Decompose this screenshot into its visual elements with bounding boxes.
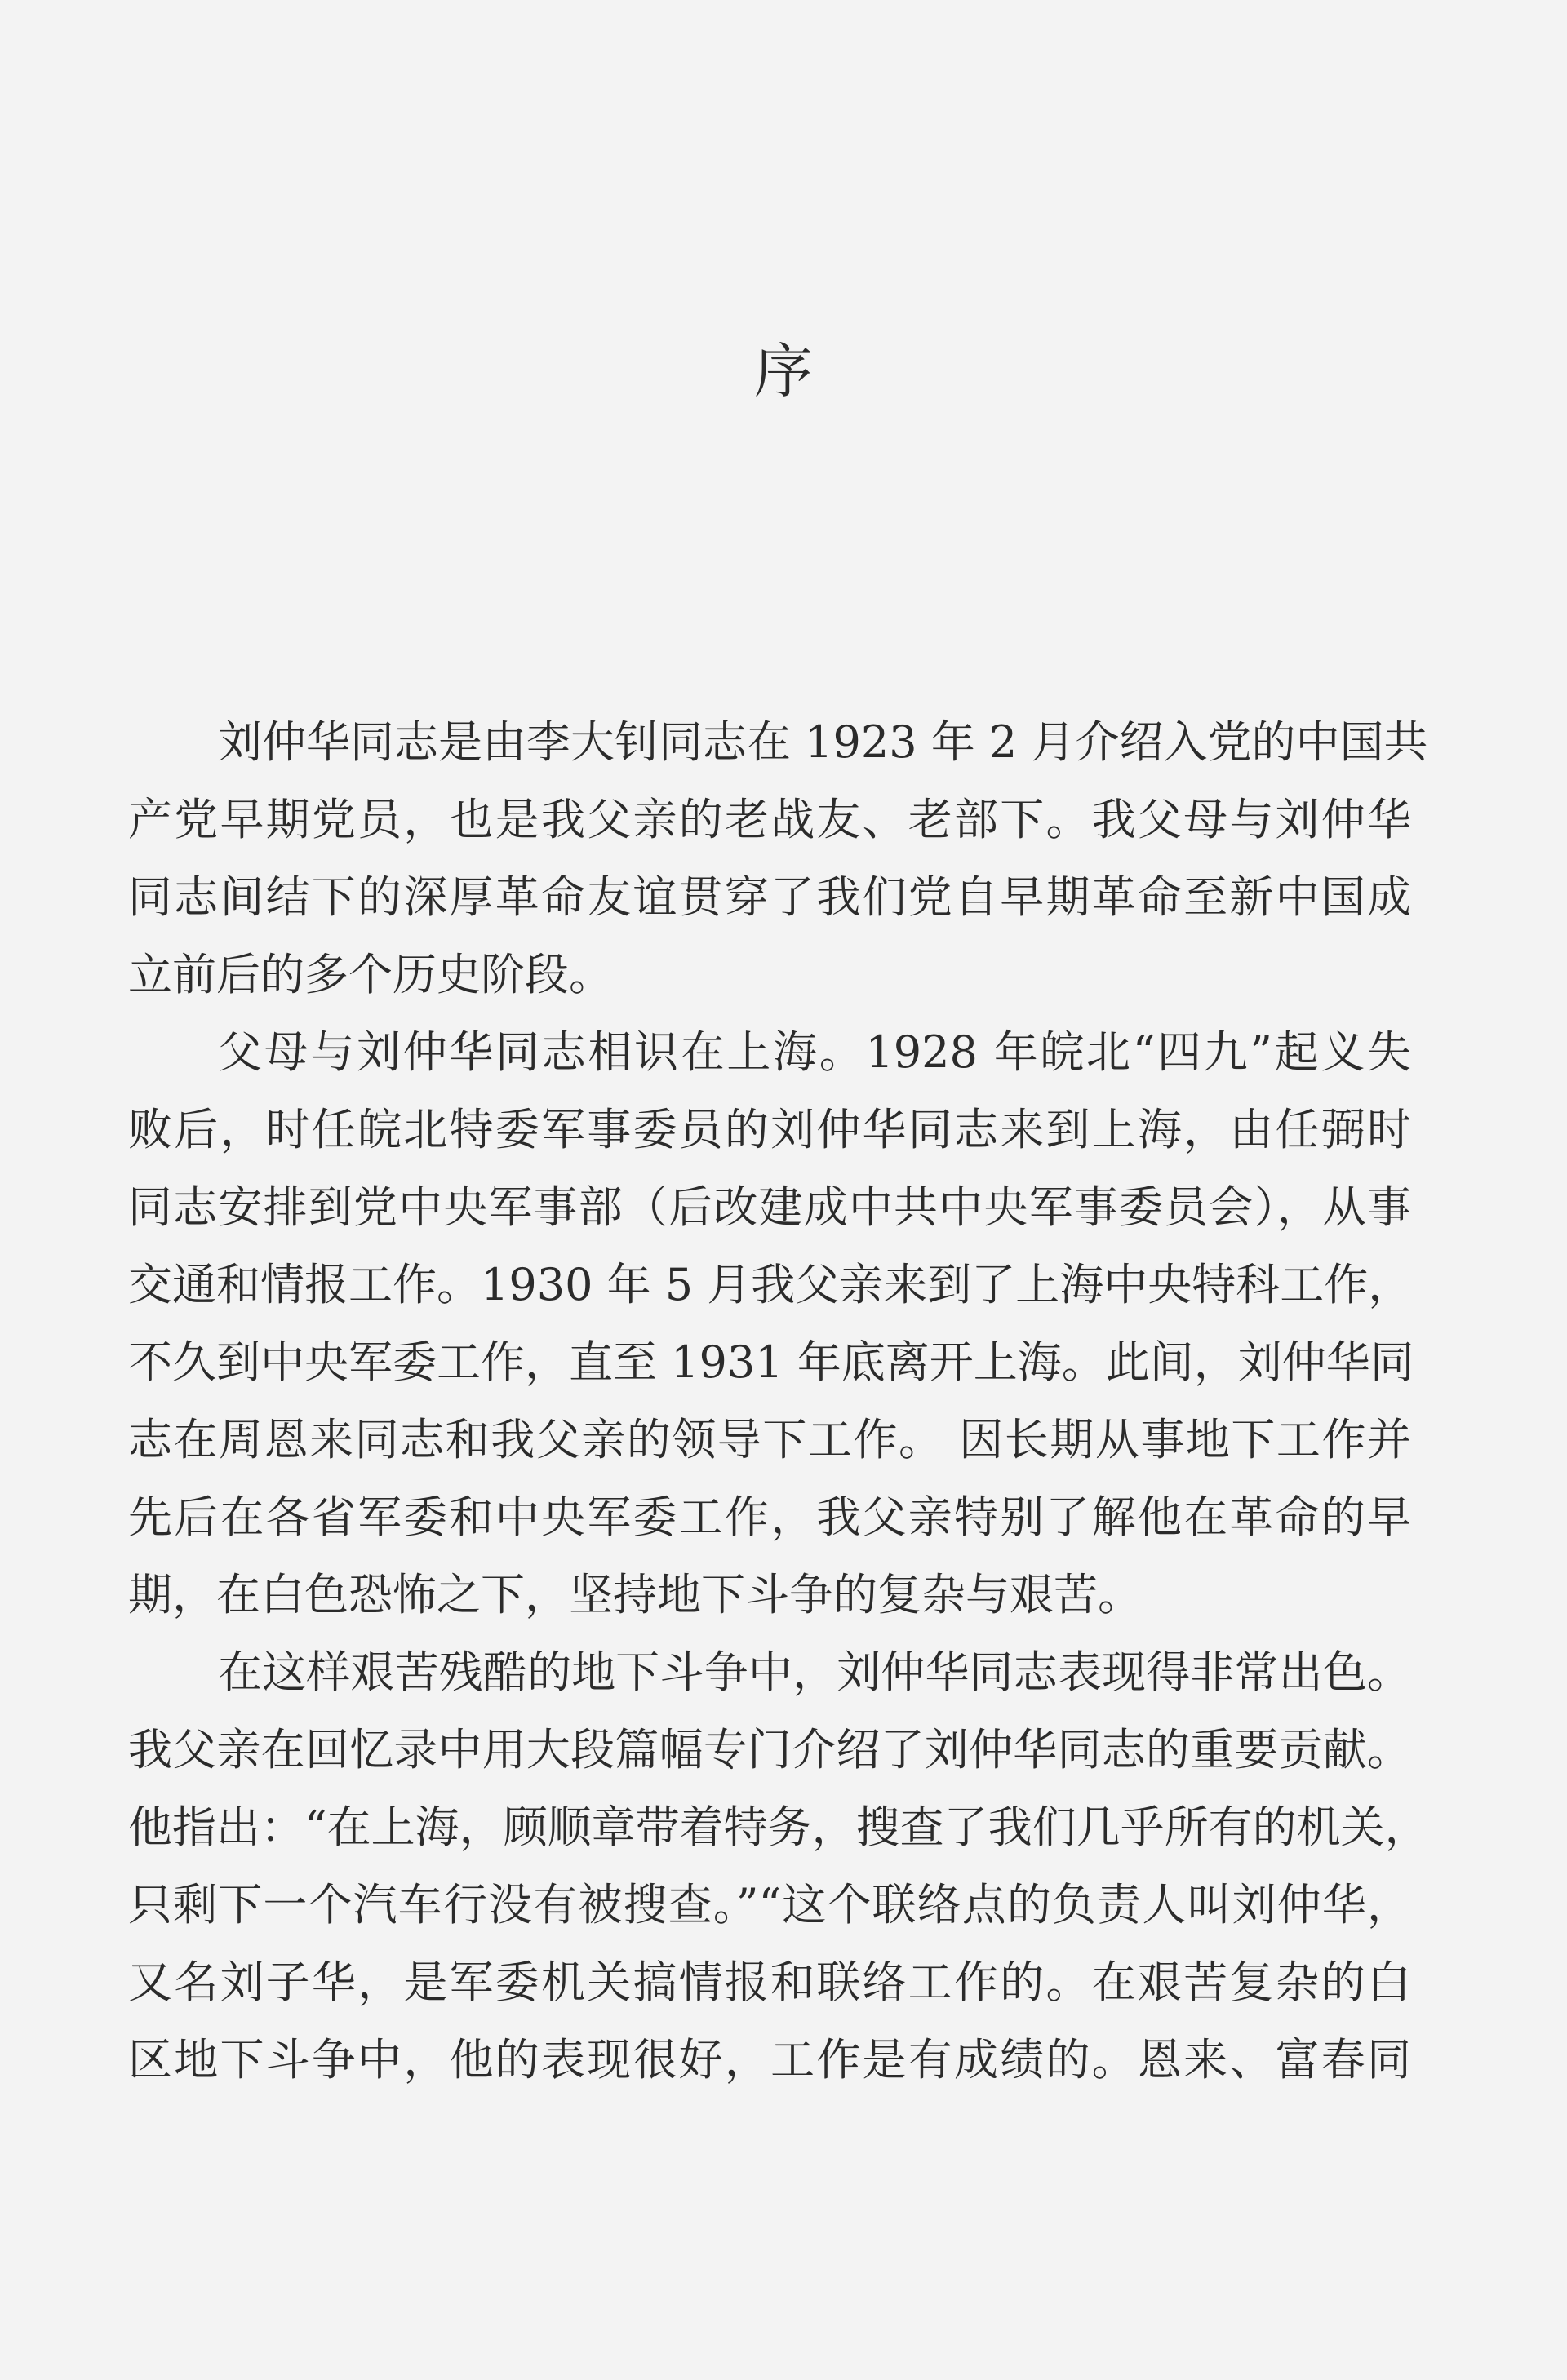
text-line: 又名刘子华，是军委机关搞情报和联络工作的。在艰苦复杂的白 — [128, 1957, 1411, 2008]
text-line: 在这样艰苦残酷的地下斗争中，刘仲华同志表现得非常出色。 — [218, 1646, 1411, 1698]
text-line: 败后，时任皖北特委军事委员的刘仲华同志来到上海，由任弼时 — [128, 1104, 1411, 1155]
text-line: 先后在各省军委和中央军委工作，我父亲特别了解他在革命的早 — [128, 1491, 1411, 1543]
text-line: 同志间结下的深厚革命友谊贯穿了我们党自早期革命至新中国成 — [128, 871, 1411, 923]
text-line: 只剩下一个汽车行没有被搜查。”“这个联络点的负责人叫刘仲华， — [128, 1879, 1411, 1930]
text-line: 区地下斗争中，他的表现很好，工作是有成绩的。恩来、富春同 — [128, 2034, 1411, 2085]
preface-body — [128, 703, 1429, 2099]
text-line: 他指出：“在上海，顾顺章带着特务，搜查了我们几乎所有的机关， — [128, 1802, 1429, 1853]
text-line: 不久到中央军委工作，直至 1931 年底离开上海。此间，刘仲华同 — [128, 1336, 1414, 1388]
text-line: 同志安排到党中央军事部（后改建成中共中央军事委员会），从事 — [128, 1181, 1411, 1233]
text-line: 父母与刘仲华同志相识在上海。1928 年皖北“四九”起义失 — [218, 1026, 1411, 1078]
text-line: 我父亲在回忆录中用大段篇幅专门介绍了刘仲华同志的重要贡献。 — [128, 1724, 1411, 1775]
text-line: 产党早期党员，也是我父亲的老战友、老部下。我父母与刘仲华 — [128, 794, 1411, 845]
text-line: 志在周恩来同志和我父亲的领导下工作。 因长期从事地下工作并 — [128, 1414, 1411, 1465]
text-line: 刘仲华同志是由李大钊同志在 1923 年 2 月介绍入党的中国共 — [218, 716, 1428, 768]
text-line: 期，在白色恐怖之下，坚持地下斗争的复杂与艰苦。 — [128, 1569, 1142, 1620]
text-line: 交通和情报工作。1930 年 5 月我父亲来到了上海中央特科工作， — [128, 1259, 1413, 1310]
text-line: 立前后的多个历史阶段。 — [128, 949, 613, 1000]
page-title: 序 — [753, 337, 813, 406]
